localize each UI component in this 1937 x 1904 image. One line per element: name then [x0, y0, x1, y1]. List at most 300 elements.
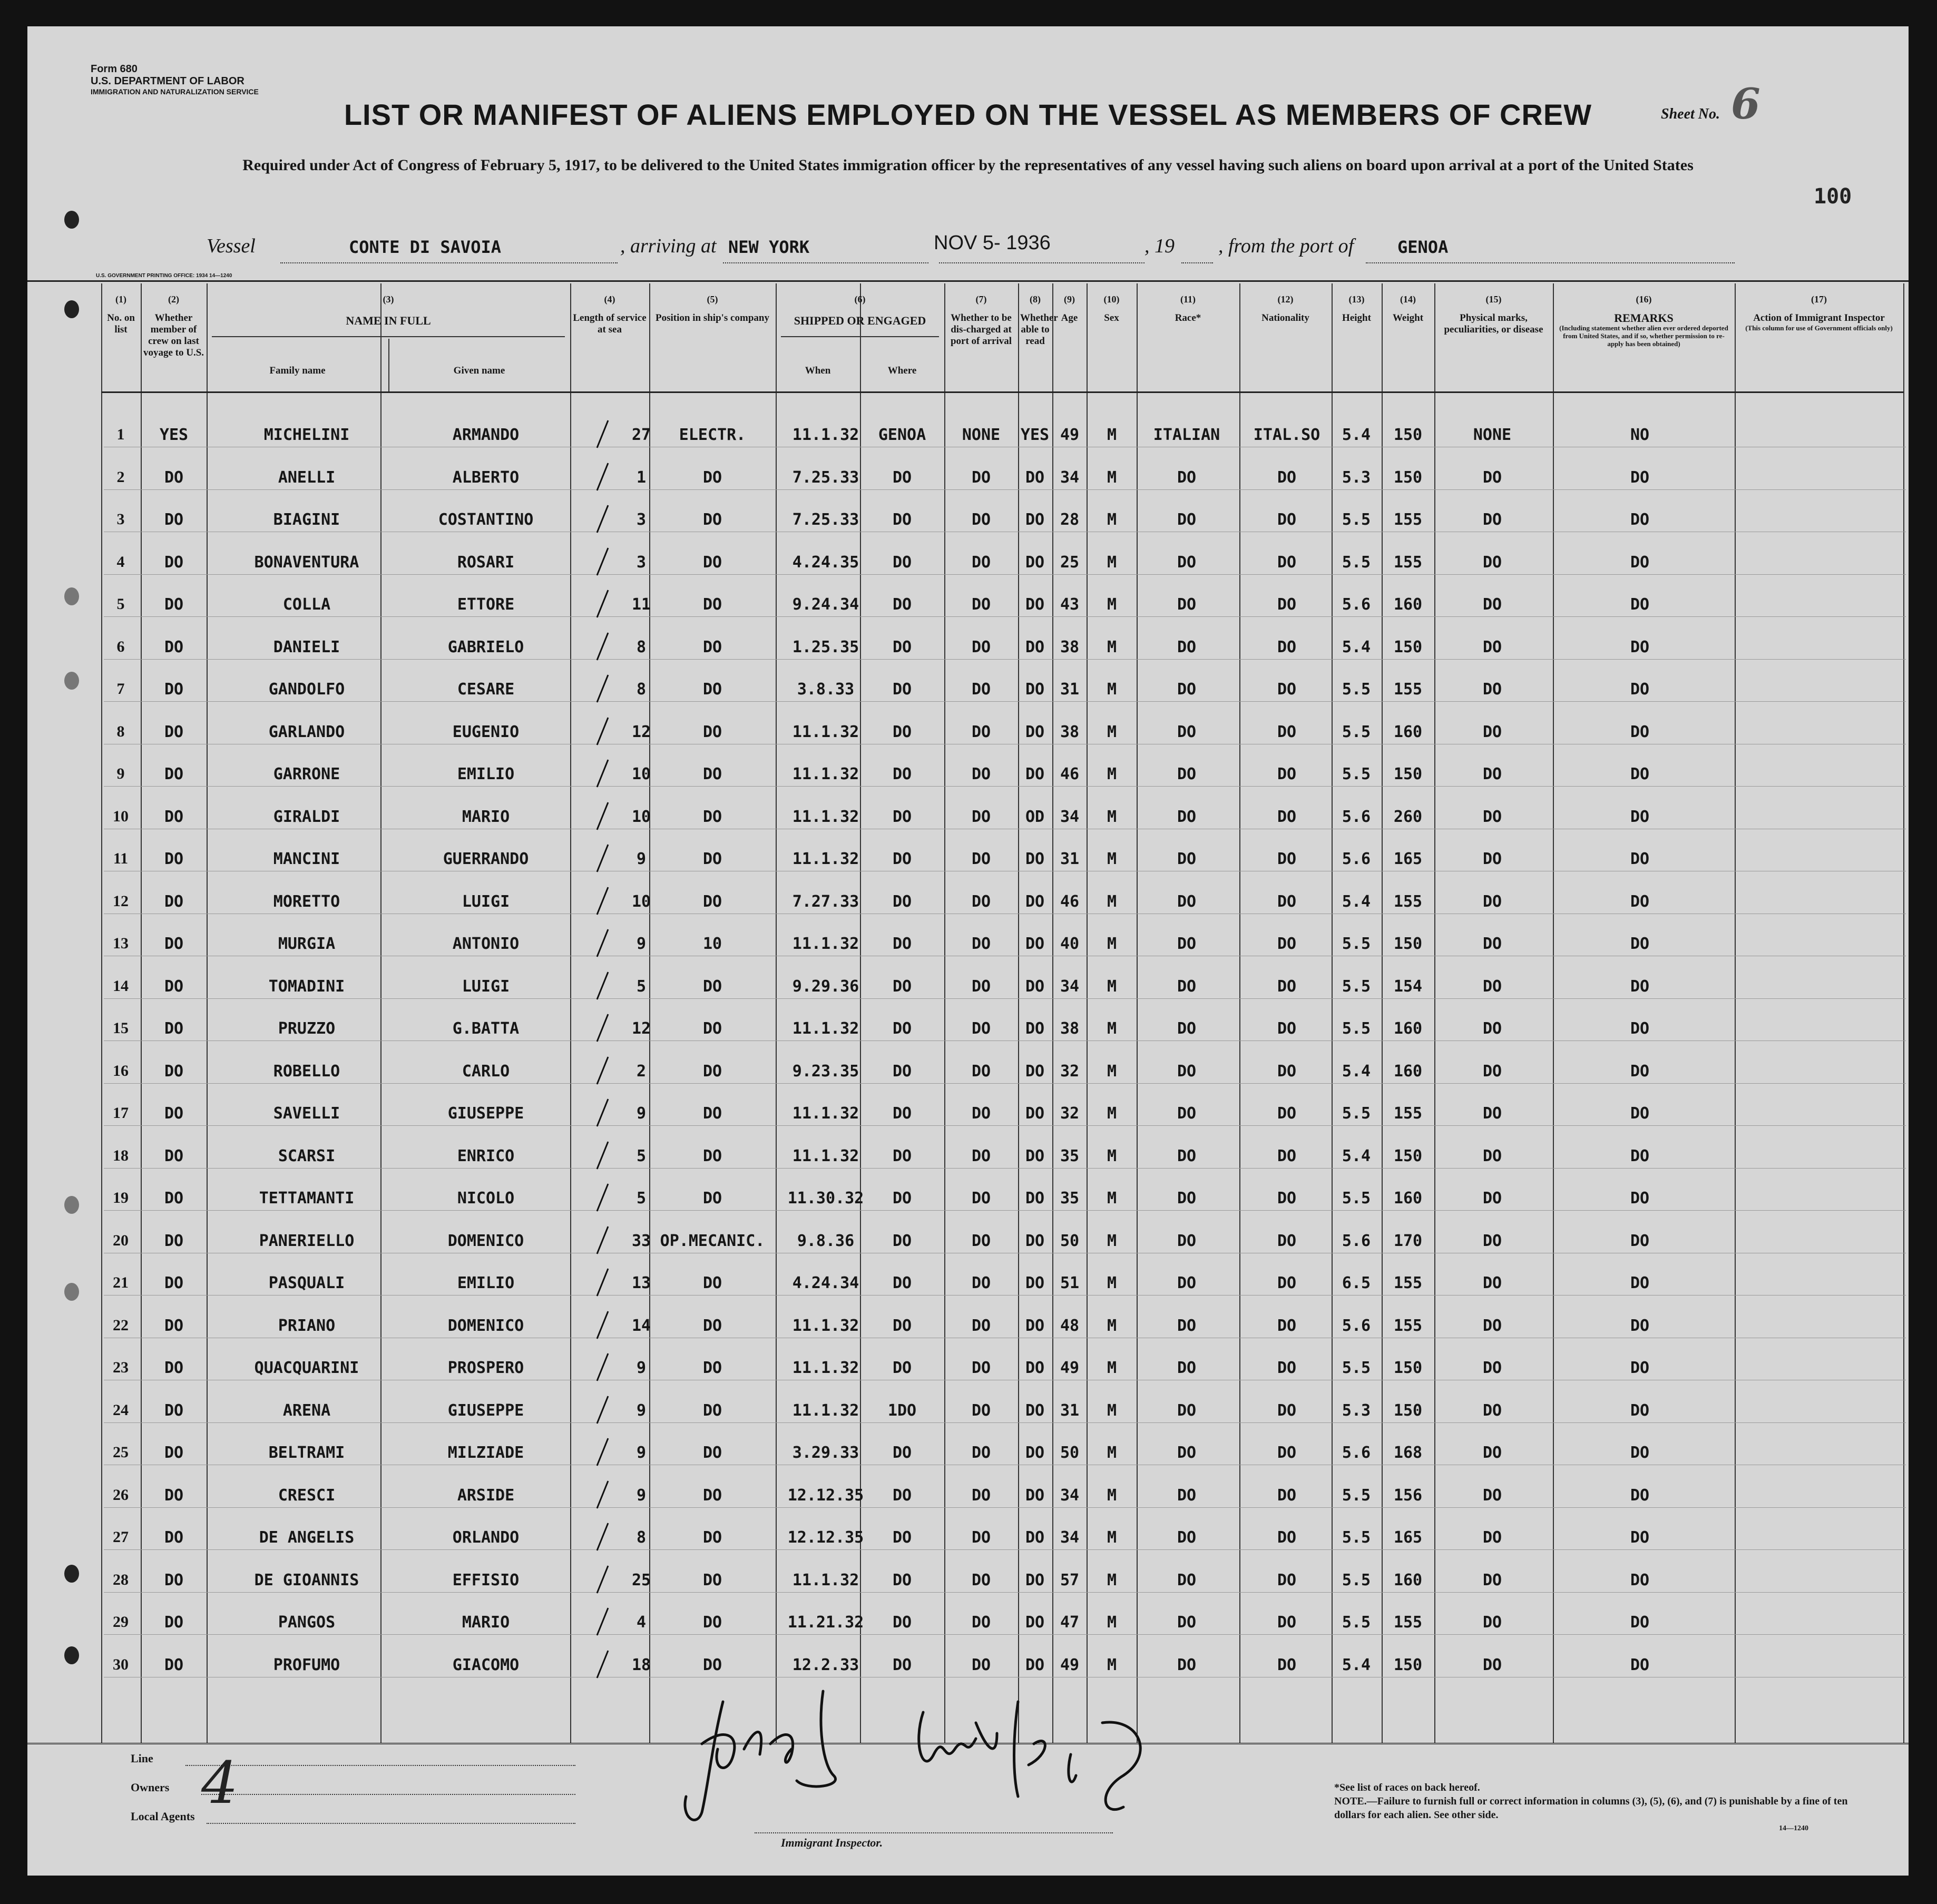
crew-last-voyage: DO — [164, 511, 184, 529]
sex: M — [1107, 1359, 1117, 1377]
race: DO — [1177, 1613, 1197, 1632]
arrival-date-line — [939, 262, 1144, 263]
column-header-label: Whether to be dis-charged at port of arrival — [950, 312, 1012, 347]
race: DO — [1177, 722, 1197, 741]
height: 5.5 — [1342, 722, 1371, 741]
column-header-label: Nationality — [1261, 312, 1309, 323]
shipped-where: DO — [892, 468, 912, 487]
row-number: 24 — [113, 1401, 129, 1419]
remarks: DO — [1630, 1316, 1650, 1335]
physical-marks: DO — [1482, 553, 1502, 572]
weight: 155 — [1393, 680, 1423, 699]
remarks: DO — [1630, 595, 1650, 614]
remarks: DO — [1630, 935, 1650, 953]
crew-last-voyage: DO — [164, 1316, 184, 1335]
column-number: (5) — [707, 294, 718, 305]
sheet-number-label: Sheet No. — [1661, 106, 1720, 122]
remarks: DO — [1630, 807, 1650, 826]
remarks: DO — [1630, 1104, 1650, 1123]
given-name: EFFISIO — [452, 1571, 520, 1589]
weight: 155 — [1393, 553, 1423, 572]
age: 32 — [1060, 1104, 1080, 1123]
given-name: G.BATTA — [452, 1019, 520, 1038]
crew-last-voyage: YES — [159, 426, 189, 444]
column-divider — [944, 283, 945, 1743]
nationality: ITAL.SO — [1253, 426, 1320, 444]
discharged: DO — [971, 765, 991, 783]
column-divider — [207, 283, 208, 1743]
discharged: DO — [971, 680, 991, 699]
service-length: 10 — [631, 765, 651, 783]
tally-mark — [596, 547, 609, 575]
sex: M — [1107, 850, 1117, 868]
sex: M — [1107, 1401, 1117, 1420]
physical-marks: DO — [1482, 850, 1502, 868]
given-name: ORLANDO — [452, 1528, 520, 1547]
physical-marks: DO — [1482, 1189, 1502, 1208]
shipped-when: 12.12.35 — [787, 1528, 864, 1547]
tally-mark — [596, 1480, 609, 1508]
race: ITALIAN — [1153, 426, 1220, 444]
crew-last-voyage: DO — [164, 637, 184, 656]
column-header-label: Sex — [1104, 312, 1119, 323]
physical-marks: DO — [1482, 1062, 1502, 1081]
discharged: DO — [971, 1444, 991, 1462]
family-name: COLLA — [282, 595, 331, 614]
vessel-name: CONTE DI SAVOIA — [349, 237, 501, 257]
races-note: *See list of races on back hereof. — [1334, 1782, 1480, 1793]
punch-hole — [64, 1196, 79, 1214]
shipped-where: DO — [892, 553, 912, 572]
family-name: PRIANO — [278, 1316, 336, 1335]
remarks: DO — [1630, 1571, 1650, 1589]
punch-hole — [64, 1283, 79, 1301]
height: 5.5 — [1342, 1528, 1371, 1547]
age: 32 — [1060, 1062, 1080, 1081]
subheader-rule — [781, 336, 939, 337]
height: 5.5 — [1342, 553, 1371, 572]
service-length: 8 — [636, 637, 647, 656]
discharged: DO — [971, 807, 991, 826]
position: DO — [702, 1486, 722, 1505]
service-length: 5 — [636, 1189, 647, 1208]
shipped-when: 3.29.33 — [792, 1444, 859, 1462]
service-length: 9 — [636, 1401, 647, 1420]
service-length: 18 — [631, 1655, 651, 1674]
row-rule — [104, 1125, 1906, 1126]
given-name: GUERRANDO — [443, 850, 529, 868]
column-header-note: (Including statement whether alien ever ordered deported from United States, and if so, whether permission to re-apply has been obtained) — [1559, 324, 1728, 348]
remarks: DO — [1630, 1359, 1650, 1377]
able-to-read: DO — [1025, 722, 1045, 741]
height: 5.6 — [1342, 1231, 1371, 1250]
sex: M — [1107, 680, 1117, 699]
physical-marks: DO — [1482, 468, 1502, 487]
race: DO — [1177, 1571, 1197, 1589]
race: DO — [1177, 1274, 1197, 1292]
age: 46 — [1060, 765, 1080, 783]
sex: M — [1107, 1104, 1117, 1123]
shipped-when: 11.1.32 — [792, 1019, 859, 1038]
able-to-read: DO — [1025, 1316, 1045, 1335]
position: OP.MECANIC. — [660, 1231, 765, 1250]
remarks: DO — [1630, 850, 1650, 868]
discharged: DO — [971, 553, 991, 572]
given-name: ROSARI — [457, 553, 515, 572]
able-to-read: DO — [1025, 468, 1045, 487]
service-length: 9 — [636, 935, 647, 953]
row-number: 15 — [113, 1019, 129, 1037]
able-to-read: DO — [1025, 1528, 1045, 1547]
sex: M — [1107, 892, 1117, 911]
row-number: 19 — [113, 1189, 129, 1206]
height: 5.4 — [1342, 1146, 1371, 1165]
service-length: 25 — [631, 1571, 651, 1589]
family-name: PANGOS — [278, 1613, 336, 1632]
shipped-when: 11.1.32 — [792, 850, 859, 868]
column-divider — [1382, 283, 1383, 1743]
shipped-where: DO — [892, 850, 912, 868]
service-length: 1 — [636, 468, 647, 487]
physical-marks: DO — [1482, 1019, 1502, 1038]
family-name: GARRONE — [273, 765, 340, 783]
remarks: DO — [1630, 892, 1650, 911]
crew-last-voyage: DO — [164, 1146, 184, 1165]
weight: 150 — [1393, 1655, 1423, 1674]
nationality: DO — [1277, 935, 1297, 953]
column-divider — [1052, 283, 1053, 1743]
age: 31 — [1060, 1401, 1080, 1420]
given-name: DOMENICO — [447, 1231, 524, 1250]
inspector-signature — [649, 1670, 1166, 1831]
able-to-read: DO — [1025, 680, 1045, 699]
given-name: LUIGI — [462, 892, 510, 911]
shipped-where: DO — [892, 935, 912, 953]
row-number: 26 — [113, 1486, 129, 1504]
height: 5.3 — [1342, 1401, 1371, 1420]
column-divider — [1087, 283, 1088, 1743]
tally-mark — [596, 505, 609, 533]
physical-marks: DO — [1482, 1444, 1502, 1462]
sex: M — [1107, 1274, 1117, 1292]
local-agents-field — [207, 1823, 575, 1824]
crew-last-voyage: DO — [164, 1571, 184, 1589]
tally-mark — [596, 1607, 609, 1635]
service-length: 12 — [631, 722, 651, 741]
vessel-label: Vessel — [207, 235, 256, 257]
discharged: DO — [971, 1613, 991, 1632]
column-header-label: Whether member of crew on last voyage to U.S. — [143, 312, 204, 358]
given-name: ARMANDO — [452, 426, 520, 444]
service-length: 9 — [636, 1486, 647, 1505]
row-rule — [104, 1083, 1906, 1084]
family-name: MICHELINI — [263, 426, 350, 444]
sex: M — [1107, 468, 1117, 487]
weight: 155 — [1393, 892, 1423, 911]
column-number: (10) — [1103, 294, 1120, 305]
crew-last-voyage: DO — [164, 1528, 184, 1547]
position: DO — [702, 511, 722, 529]
family-name: BELTRAMI — [268, 1444, 345, 1462]
shipped-where: DO — [892, 807, 912, 826]
row-rule — [104, 1210, 1906, 1211]
position: DO — [702, 637, 722, 656]
row-number: 9 — [116, 765, 125, 782]
crew-last-voyage: DO — [164, 595, 184, 614]
row-number: 11 — [113, 850, 129, 867]
given-name: GIUSEPPE — [447, 1104, 524, 1123]
remarks: DO — [1630, 1444, 1650, 1462]
crew-last-voyage: DO — [164, 1655, 184, 1674]
nationality: DO — [1277, 553, 1297, 572]
shipped-where: DO — [892, 1528, 912, 1547]
row-number: 5 — [116, 595, 125, 613]
service-length: 13 — [631, 1274, 651, 1292]
column-header — [1139, 312, 1237, 324]
physical-marks: NONE — [1473, 426, 1512, 444]
able-to-read: OD — [1025, 807, 1045, 826]
physical-marks: DO — [1482, 1486, 1502, 1505]
height: 5.5 — [1342, 1019, 1371, 1038]
discharged: DO — [971, 1528, 991, 1547]
tally-mark — [596, 1014, 609, 1042]
shipped-when: 1.25.35 — [792, 637, 859, 656]
shipped-when: 4.24.35 — [792, 553, 859, 572]
tally-mark — [596, 887, 609, 915]
column-number: (12) — [1277, 294, 1294, 305]
race: DO — [1177, 1104, 1197, 1123]
shipped-where: DO — [892, 892, 912, 911]
column-number: (4) — [604, 294, 615, 305]
discharged: DO — [971, 1316, 991, 1335]
height: 5.4 — [1342, 892, 1371, 911]
physical-marks: DO — [1482, 722, 1502, 741]
age: 34 — [1060, 468, 1080, 487]
nationality: DO — [1277, 1444, 1297, 1462]
row-number: 4 — [116, 553, 125, 571]
form-number-block — [91, 63, 259, 96]
family-name: TOMADINI — [268, 977, 345, 996]
nationality: DO — [1277, 1401, 1297, 1420]
physical-marks: DO — [1482, 1613, 1502, 1632]
discharged: DO — [971, 935, 991, 953]
family-name: QUACQUARINI — [254, 1359, 359, 1377]
sex: M — [1107, 807, 1117, 826]
family-name: SAVELLI — [273, 1104, 340, 1123]
weight: 150 — [1393, 1401, 1423, 1420]
nationality: DO — [1277, 1104, 1297, 1123]
race: DO — [1177, 1401, 1197, 1420]
column-header — [103, 312, 139, 336]
row-number: 8 — [116, 722, 125, 740]
crew-table — [27, 283, 1909, 1743]
crew-last-voyage: DO — [164, 1019, 184, 1038]
column-header — [651, 312, 774, 324]
able-to-read: DO — [1025, 935, 1045, 953]
form-number: Form 680 — [91, 63, 138, 75]
family-name: SCARSI — [278, 1146, 336, 1165]
subheader-divider — [388, 339, 389, 391]
column-header — [1089, 312, 1134, 324]
tally-mark — [596, 463, 609, 490]
crew-last-voyage: DO — [164, 1486, 184, 1505]
able-to-read: DO — [1025, 553, 1045, 572]
physical-marks: DO — [1482, 892, 1502, 911]
family-name: PANERIELLO — [259, 1231, 355, 1250]
tally-mark — [596, 1183, 609, 1211]
sex: M — [1107, 1189, 1117, 1208]
able-to-read: DO — [1025, 1231, 1045, 1250]
discharged: DO — [971, 637, 991, 656]
weight: 150 — [1393, 765, 1423, 783]
given-name: COSTANTINO — [438, 511, 534, 529]
age: 35 — [1060, 1189, 1080, 1208]
shipped-where: DO — [892, 511, 912, 529]
column-divider — [380, 283, 381, 1743]
able-to-read: DO — [1025, 892, 1045, 911]
shipped-when: 11.1.32 — [792, 807, 859, 826]
age: 34 — [1060, 807, 1080, 826]
age: 34 — [1060, 1486, 1080, 1505]
crew-last-voyage: DO — [164, 553, 184, 572]
weight: 150 — [1393, 1359, 1423, 1377]
remarks: DO — [1630, 1401, 1650, 1420]
shipped-where: DO — [892, 1486, 912, 1505]
shipped-when: 7.25.33 — [792, 511, 859, 529]
service-length: 3 — [636, 511, 647, 529]
nationality: DO — [1277, 765, 1297, 783]
remarks: DO — [1630, 1528, 1650, 1547]
row-number: 10 — [113, 807, 129, 825]
family-name: DE GIOANNIS — [254, 1571, 359, 1589]
row-number: 3 — [116, 511, 125, 528]
row-number: 2 — [116, 468, 125, 486]
given-name: EUGENIO — [452, 722, 520, 741]
remarks: DO — [1630, 1062, 1650, 1081]
punch-hole — [64, 1565, 79, 1583]
age: 43 — [1060, 595, 1080, 614]
service-length: 10 — [631, 807, 651, 826]
punch-hole — [64, 672, 79, 690]
owners-field — [201, 1794, 575, 1795]
discharged: DO — [971, 1189, 991, 1208]
tally-mark — [596, 844, 609, 872]
service-length: 5 — [636, 1146, 647, 1165]
column-divider — [649, 283, 650, 1743]
weight: 260 — [1393, 807, 1423, 826]
shipped-where: DO — [892, 722, 912, 741]
weight: 150 — [1393, 468, 1423, 487]
crew-last-voyage: DO — [164, 977, 184, 996]
nationality: DO — [1277, 680, 1297, 699]
row-number: 14 — [113, 977, 129, 995]
shipped-when: 4.24.34 — [792, 1274, 859, 1292]
row-number: 1 — [116, 426, 125, 443]
shipped-when: 11.1.32 — [792, 765, 859, 783]
remarks: DO — [1630, 1655, 1650, 1674]
height: 5.5 — [1342, 1189, 1371, 1208]
family-name: PASQUALI — [268, 1274, 345, 1292]
row-rule — [104, 1592, 1906, 1593]
service-name: IMMIGRATION AND NATURALIZATION SERVICE — [91, 87, 259, 96]
discharged: DO — [971, 1486, 991, 1505]
physical-marks: DO — [1482, 765, 1502, 783]
nationality: DO — [1277, 1019, 1297, 1038]
weight: 170 — [1393, 1231, 1423, 1250]
nationality: DO — [1277, 468, 1297, 487]
nationality: DO — [1277, 1359, 1297, 1377]
physical-marks: DO — [1482, 595, 1502, 614]
shipped-where: DO — [892, 1019, 912, 1038]
race: DO — [1177, 1528, 1197, 1547]
position: DO — [702, 892, 722, 911]
weight: 155 — [1393, 1316, 1423, 1335]
tally-mark — [596, 1438, 609, 1466]
shipped-where: DO — [892, 637, 912, 656]
shipped-when: 11.1.32 — [792, 722, 859, 741]
column-header — [572, 312, 647, 336]
service-length: 33 — [631, 1231, 651, 1250]
able-to-read: DO — [1025, 977, 1045, 996]
printing-office-note: U.S. GOVERNMENT PRINTING OFFICE: 1934 14—1240 — [96, 273, 232, 279]
discharged: DO — [971, 1104, 991, 1123]
discharged: DO — [971, 1146, 991, 1165]
physical-marks: DO — [1482, 1401, 1502, 1420]
given-name: ETTORE — [457, 595, 515, 614]
physical-marks: DO — [1482, 807, 1502, 826]
column-header-note: (This column for use of Government officials only) — [1745, 324, 1893, 332]
position: DO — [702, 1062, 722, 1081]
tally-mark — [596, 717, 609, 745]
discharged: DO — [971, 977, 991, 996]
position: DO — [702, 468, 722, 487]
top-rule — [27, 280, 1909, 282]
position: DO — [702, 1359, 722, 1377]
line-field — [185, 1765, 575, 1766]
sex: M — [1107, 595, 1117, 614]
shipped-where: 1DO — [887, 1401, 917, 1420]
column-divider — [776, 283, 777, 1743]
punch-hole — [64, 587, 79, 605]
physical-marks: DO — [1482, 1231, 1502, 1250]
race: DO — [1177, 1486, 1197, 1505]
physical-marks: DO — [1482, 511, 1502, 529]
position: DO — [702, 1189, 722, 1208]
able-to-read: YES — [1020, 426, 1050, 444]
column-header-label: Length of service at sea — [573, 312, 647, 335]
column-header — [946, 312, 1016, 347]
given-name: MARIO — [462, 1613, 510, 1632]
age: 34 — [1060, 977, 1080, 996]
column-number: (3) — [383, 294, 394, 305]
nationality: DO — [1277, 1274, 1297, 1292]
shipped-where: DO — [892, 1146, 912, 1165]
race: DO — [1177, 1146, 1197, 1165]
position: DO — [702, 1274, 722, 1292]
sex: M — [1107, 1613, 1117, 1632]
row-number: 13 — [113, 935, 129, 952]
family-name: ANELLI — [278, 468, 336, 487]
from-port-label: , from the port of — [1218, 235, 1354, 257]
row-number: 22 — [113, 1316, 129, 1334]
column-number: (1) — [115, 294, 126, 305]
family-name: GIRALDI — [273, 807, 340, 826]
physical-marks: DO — [1482, 1359, 1502, 1377]
column-number: (11) — [1180, 294, 1196, 305]
given-name: NICOLO — [457, 1189, 515, 1208]
given-name: LUIGI — [462, 977, 510, 996]
position: DO — [702, 977, 722, 996]
